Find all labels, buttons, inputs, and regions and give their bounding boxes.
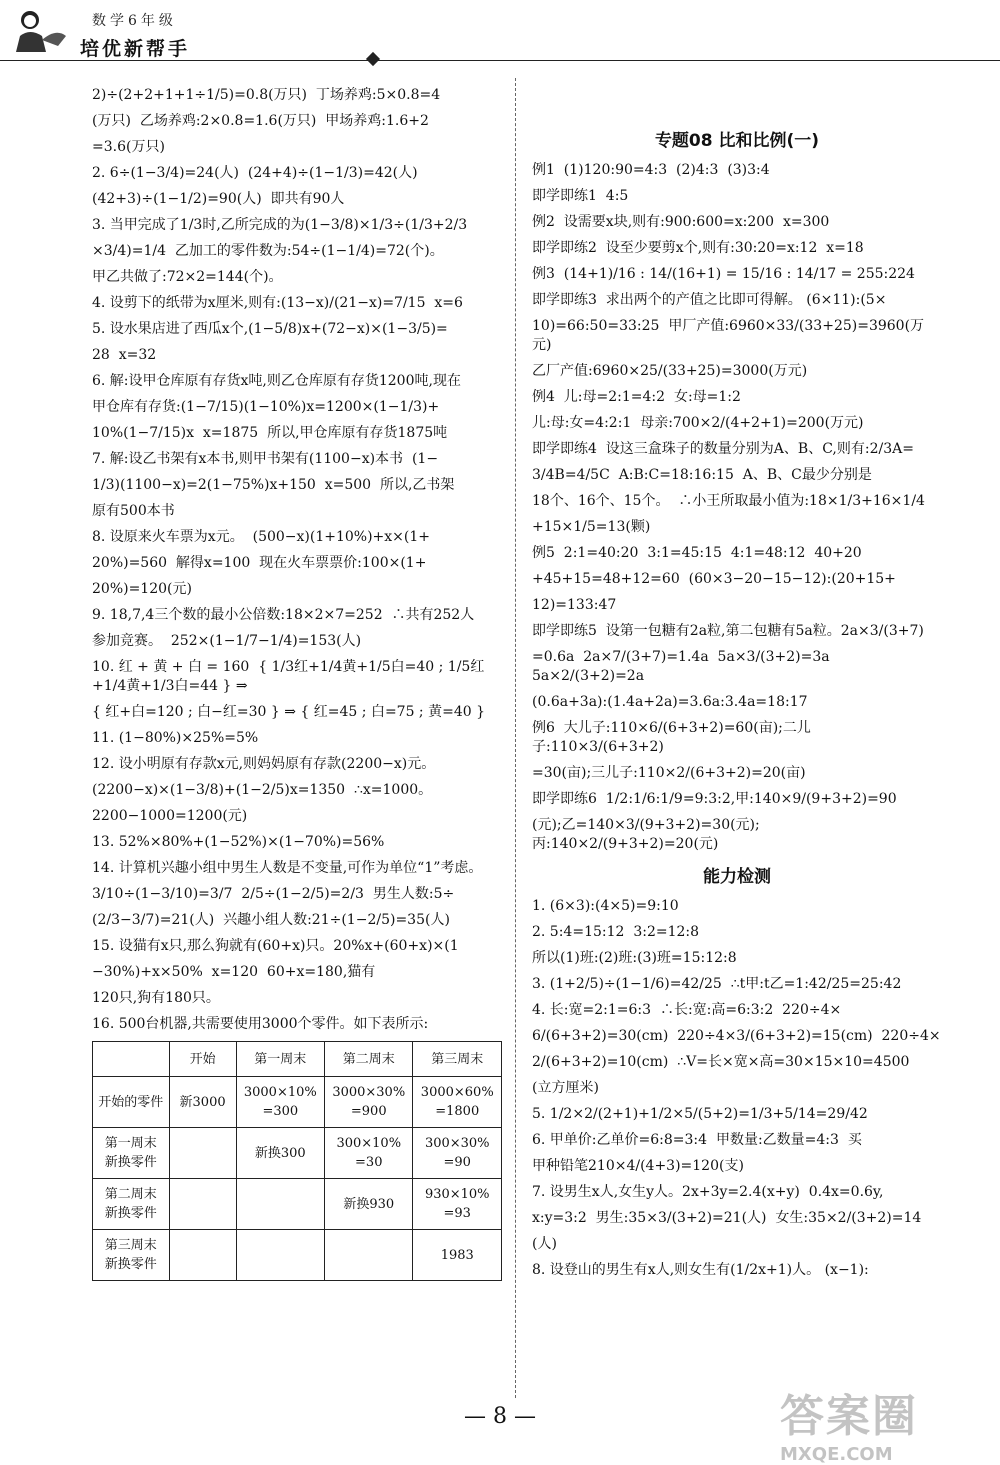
answer-line: =30(亩);三儿子:110×2/(6+3+2)=20(亩) <box>532 765 806 781</box>
table-cell <box>325 1230 413 1281</box>
answer-line: (立方厘米) <box>532 1080 599 1096</box>
table-header-row <box>93 1042 502 1077</box>
answer-line: 6. 甲单价:乙单价=6:8=3:4 甲数量:乙数量=4:3 买 <box>532 1132 862 1148</box>
table-cell: 新换300 <box>236 1128 324 1179</box>
answer-line: −30%)+x×50% x=120 60+x=180,猫有 <box>92 964 376 980</box>
watermark <box>780 1380 980 1465</box>
table-cell <box>169 1128 236 1179</box>
answer-line: 所以(1)班:(2)班:(3)班=15:12:8 <box>532 950 737 966</box>
answer-line: 2. 5:4=15:12 3:2=12:8 <box>532 924 700 940</box>
answer-line: 3/4B=4/5C A:B:C=18:16:15 A、B、C最少分别是 <box>532 467 872 483</box>
brand-title: 培优新帮手 <box>80 38 191 60</box>
answer-line: 2/(6+3+2)=10(cm) ∴V=长×宽×高=30×15×10=4500 <box>532 1054 910 1070</box>
table-header-cell: 开始 <box>169 1042 236 1077</box>
table-cell: 3000×10% =300 <box>236 1077 324 1128</box>
answer-line: 7. 设男生x人,女生y人。2x+3y=2.4(x+y) 0.4x=0.6y, <box>532 1184 884 1200</box>
answer-line: 3. (1+2/5)÷(1−1/6)=42/25 ∴t甲:t乙=1:42/25=25:42 <box>532 976 902 992</box>
answer-line: 6/(6+3+2)=30(cm) 220÷4×3/(6+3+2)=15(cm) 220÷4× <box>532 1028 941 1044</box>
answer-line: 120只,狗有180只。 <box>92 990 220 1006</box>
left-answer-lines <box>92 86 502 1034</box>
answer-line: 28 x=32 <box>92 347 157 363</box>
answer-line: (元);乙=140×3/(9+3+2)=30(元);丙:140×2/(9+3+2)=20(元) <box>532 817 760 852</box>
page-header <box>0 0 1000 70</box>
answer-line: 2200−1000=1200(元) <box>92 808 248 824</box>
answer-line: 乙厂产值:6960×25/(33+25)=3000(万元) <box>532 363 808 379</box>
answer-line: 4. 长:宽=2:1=6:3 ∴长:宽:高=6:3:2 220÷4× <box>532 1002 842 1018</box>
table-cell: 3000×60% =1800 <box>413 1077 502 1128</box>
answer-line: (0.6a+3a):(1.4a+2a)=3.6a:3.4a=18:17 <box>532 694 808 710</box>
answer-line: 5. 设水果店进了西瓜x个,(1−5/8)x+(72−x)×(1−3/5)= <box>92 321 448 337</box>
table-cell: 300×30% =90 <box>413 1128 502 1179</box>
answer-line: +45+15=48+12=60 (60×3−20−15−12):(20+15+ <box>532 571 896 587</box>
table-row <box>93 1230 502 1281</box>
answer-line: 即学即练2 设至少要剪x个,则有:30:20=x:12 x=18 <box>532 240 864 256</box>
answer-line: 例5 2:1=40:20 3:1=45:15 4:1=48:12 40+20 <box>532 545 862 561</box>
answer-line: 3. 当甲完成了1/3时,乙所完成的为(1−3/8)×1/3÷(1/3+2/3 <box>92 217 468 233</box>
answer-line: 3/10÷(1−3/10)=3/7 2/5÷(1−2/5)=2/3 男生人数:5÷ <box>92 886 455 902</box>
answer-line: 1/3)(1100−x)=2(1−75%)x+150 x=500 所以,乙书架 <box>92 477 455 493</box>
answer-line: 甲种铅笔210×4/(4+3)=120(支) <box>532 1158 744 1174</box>
answer-line: 14. 计算机兴趣小组中男生人数是不变量,可作为单位“1”考虑。 <box>92 860 483 876</box>
answer-line: 即学即练1 4:5 <box>532 188 629 204</box>
answer-line: 18个、16个、15个。 ∴小王所取最小值为:18×1/3+16×1/4 <box>532 493 925 509</box>
answer-line: 13. 52%×80%+(1−52%)×(1−70%)=56% <box>92 834 385 850</box>
answer-line: 20%)=560 解得x=100 现在火车票票价:100×(1+ <box>92 555 427 571</box>
answer-line: +15×1/5=13(颗) <box>532 519 651 535</box>
answer-line: 即学即练4 设这三盒珠子的数量分别为A、B、C,则有:2/3A= <box>532 441 914 457</box>
table-header-cell: 第三周末 <box>413 1042 502 1077</box>
answer-line: (42+3)÷(1−1/2)=90(人) 即共有90人 <box>92 191 345 207</box>
section-title-ability: 能力检测 <box>703 867 771 887</box>
answer-line: 10)=66:50=33:25 甲厂产值:6960×33/(33+25)=3960(万元) <box>532 318 925 353</box>
left-column <box>92 86 502 1281</box>
parts-table <box>92 1041 502 1281</box>
answer-line: 15. 设猫有x只,那么狗就有(60+x)只。20%x+(60+x)×(1 <box>92 938 459 954</box>
table-cell: 开始的零件 <box>93 1077 170 1128</box>
answer-line: (万只) 乙场养鸡:2×0.8=1.6(万只) 甲场养鸡:1.6+2 <box>92 113 429 129</box>
right-column <box>532 86 942 1287</box>
answer-line: 5. 1/2×2/(2+1)+1/2×5/(5+2)=1/3+5/14=29/42 <box>532 1106 868 1122</box>
answer-line: x:y=3:2 男生:35×3/(3+2)=21(人) 女生:35×2/(3+2)=14 <box>532 1210 922 1226</box>
answer-line: 例3 (14+1)/16 : 14/(16+1) = 15/16 : 14/17 = 255:224 <box>532 266 915 282</box>
table-header-cell <box>93 1042 170 1077</box>
answer-line: (2200−x)×(1−3/8)+(1−2/5)x=1350 ∴x=1000。 <box>92 782 433 798</box>
table-cell: 300×10% =30 <box>325 1128 413 1179</box>
table-cell: 1983 <box>413 1230 502 1281</box>
table-cell <box>236 1230 324 1281</box>
answer-line: 12. 设小明原有存款x元,则妈妈原有存款(2200−x)元。 <box>92 756 436 772</box>
section-title: 专题08 比和比例(一) <box>654 131 820 151</box>
table-cell: 930×10% =93 <box>413 1179 502 1230</box>
answer-line: =0.6a 2a×7/(3+7)=1.4a 5a×3/(3+2)=3a 5a×2/(3+2)=2a <box>532 649 839 684</box>
watermark-text: 答案圈 <box>780 1391 918 1442</box>
answer-line: 儿:母:女=4:2:1 母亲:700×2/(4+2+1)=200(万元) <box>532 415 864 431</box>
table-cell <box>169 1179 236 1230</box>
answer-line: 甲仓库有存货:(1−7/15)(1−10%)x=1200×(1−1/3)+ <box>92 399 440 415</box>
answer-line: 8. 设原来火车票为x元。 (500−x)(1+10%)+x×(1+ <box>92 529 431 545</box>
right-answer-lines-b <box>532 897 942 1280</box>
answer-line: 2)÷(2+2+1+1÷1/5)=0.8(万只) 丁场养鸡:5×0.8=4 <box>92 87 441 103</box>
watermark-url: MXQE.COM <box>780 1444 893 1465</box>
diamond-icon <box>366 52 380 66</box>
answer-line: 参加竞赛。 252×(1−1/7−1/4)=153(人) <box>92 633 362 649</box>
answer-line: 11. (1−80%)×25%=5% <box>92 730 259 746</box>
answer-line: 16. 500台机器,共需要使用3000个零件。如下表所示: <box>92 1016 429 1032</box>
answer-line: 10. 红 + 黄 + 白 = 160 { 1/3红+1/4黄+1/5白=40 ; 1/5红+1/4黄+1/3白=44 } ⇒ <box>92 659 485 694</box>
table-body <box>93 1077 502 1281</box>
answer-line: 即学即练3 求出两个的产值之比即可得解。 (6×11):(5× <box>532 292 887 308</box>
grade-label: 数学6年级 <box>92 13 177 29</box>
answer-line: 即学即练5 设第一包糖有2a粒,第二包糖有5a粒。2a×3/(3+7) <box>532 623 924 639</box>
answer-line: 10%(1−7/15)x x=1875 所以,甲仓库原有存货1875吨 <box>92 425 448 441</box>
column-divider <box>515 78 516 1398</box>
table-header-cell: 第二周末 <box>325 1042 413 1077</box>
answer-line: 即学即练6 1/2:1/6:1/9=9:3:2,甲:140×9/(9+3+2)=90 <box>532 791 897 807</box>
table-cell: 3000×30% =900 <box>325 1077 413 1128</box>
table-cell: 第三周末 新换零件 <box>93 1230 170 1281</box>
right-answer-lines-a <box>532 161 942 854</box>
answer-line: 9. 18,7,4三个数的最小公倍数:18×2×7=252 ∴共有252人 <box>92 607 475 623</box>
table-cell <box>169 1230 236 1281</box>
table-cell: 第一周末 新换零件 <box>93 1128 170 1179</box>
table-cell: 第二周末 新换零件 <box>93 1179 170 1230</box>
table-row <box>93 1128 502 1179</box>
answer-line: 6. 解:设甲仓库原有存货x吨,则乙仓库原有存货1200吨,现在 <box>92 373 461 389</box>
answer-line: (2/3−3/7)=21(人) 兴趣小组人数:21÷(1−2/5)=35(人) <box>92 912 450 928</box>
answer-line: 12)=133:47 <box>532 597 617 613</box>
answer-line: 甲乙共做了:72×2=144(个)。 <box>92 269 283 285</box>
answer-line: ×3/4)=1/4 乙加工的零件数为:54÷(1−1/4)=72(个)。 <box>92 243 444 259</box>
table-row <box>93 1179 502 1230</box>
table-cell <box>236 1179 324 1230</box>
table-row <box>93 1077 502 1128</box>
answer-line: 例1 (1)120:90=4:3 (2)4:3 (3)3:4 <box>532 162 770 178</box>
answer-line: { 红+白=120 ; 白−红=30 } ⇒ { 红=45 ; 白=75 ; 黄=40 } <box>92 704 486 720</box>
table-header-cell: 第一周末 <box>236 1042 324 1077</box>
table-cell: 新3000 <box>169 1077 236 1128</box>
answer-line: =3.6(万只) <box>92 139 165 155</box>
answer-line: 2. 6÷(1−3/4)=24(人) (24+4)÷(1−1/3)=42(人) <box>92 165 418 181</box>
answer-line: 4. 设剪下的纸带为x厘米,则有:(13−x)/(21−x)=7/15 x=6 <box>92 295 463 311</box>
answer-line: (人) <box>532 1236 557 1252</box>
answer-line: 8. 设登山的男生有x人,则女生有(1/2x+1)人。 (x−1): <box>532 1262 869 1278</box>
answer-line: 7. 解:设乙书架有x本书,则甲书架有(1100−x)本书 (1− <box>92 451 439 467</box>
header-rule <box>0 60 1000 61</box>
answer-line: 1. (6×3):(4×5)=9:10 <box>532 898 679 914</box>
table-cell: 新换930 <box>325 1179 413 1230</box>
answer-line: 原有500本书 <box>92 503 175 519</box>
mascot-logo-icon <box>12 6 68 58</box>
answer-line: 20%)=120(元) <box>92 581 192 597</box>
answer-line: 例2 设需要x块,则有:900:600=x:200 x=300 <box>532 214 830 230</box>
answer-line: 例6 大儿子:110×6/(6+3+2)=60(亩);二儿子:110×3/(6+3+2) <box>532 720 811 755</box>
page-number: — 8 — <box>464 1404 536 1429</box>
answer-line: 例4 儿:母=2:1=4:2 女:母=1:2 <box>532 389 741 405</box>
